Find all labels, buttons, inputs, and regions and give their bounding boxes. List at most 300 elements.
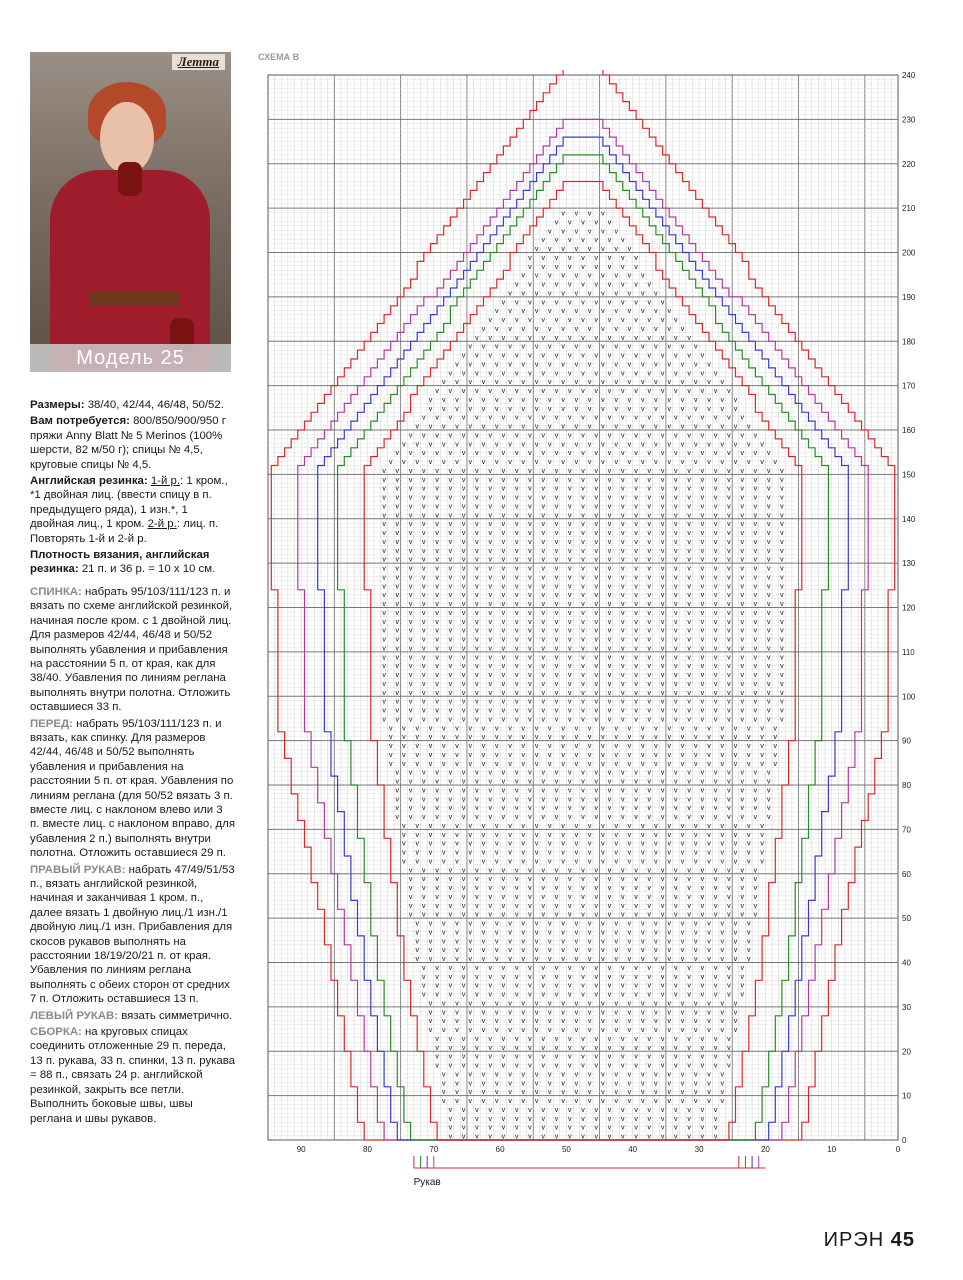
stitch-symbol: v [647,707,652,715]
stitch-symbol: v [733,459,738,467]
row-tick-label: 0 [902,1136,907,1145]
stitch-symbol: v [727,654,731,662]
stitch-symbol: v [567,556,572,564]
stitch-symbol: v [534,831,539,839]
stitch-symbol: v [766,556,771,564]
stitch-symbol: v [481,459,486,467]
stitch-symbol: v [621,1115,625,1123]
stitch-symbol: v [594,778,599,786]
stitch-symbol: v [468,743,473,751]
stitch-symbol: v [475,707,479,715]
stitch-symbol: v [660,787,665,795]
stitch-symbol: v [747,743,751,751]
stitch-symbol: v [448,609,453,617]
stitch-symbol: v [455,734,459,742]
stitch-symbol: v [488,645,492,653]
stitch-symbol: v [594,805,599,813]
stitch-symbol: v [574,379,579,387]
stitch-symbol: v [455,920,459,928]
stitch-symbol: v [455,361,459,369]
stitch-symbol: v [660,1044,665,1052]
stitch-symbol: v [488,530,492,538]
stitch-symbol: v [567,1106,572,1114]
stitch-symbol: v [587,831,592,839]
stitch-symbol: v [766,565,771,573]
stitch-symbol: v [700,911,705,919]
stitch-symbol: v [461,663,466,671]
stitch-symbol: v [727,583,731,591]
stitch-symbol: v [654,1089,658,1097]
stitch-symbol: v [561,725,565,733]
stitch-symbol: v [475,494,479,502]
stitch-symbol: v [594,414,599,422]
stitch-symbol: v [521,1089,526,1097]
stitch-symbol: v [488,450,492,458]
stitch-symbol: v [700,556,705,564]
stitch-symbol: v [601,290,605,298]
stitch-symbol: v [574,743,579,751]
stitch-symbol: v [707,840,711,848]
stitch-symbol: v [594,973,599,981]
stitch-symbol: v [647,521,652,529]
stitch-symbol: v [528,876,532,884]
stitch-symbol: v [713,574,718,582]
stitch-symbol: v [567,565,572,573]
stitch-symbol: v [607,885,612,893]
stitch-symbol: v [760,459,764,467]
stitch-symbol: v [541,485,545,493]
stitch-symbol: v [667,947,671,955]
stitch-symbol: v [514,636,519,644]
stitch-symbol: v [435,565,439,573]
stitch-symbol: v [713,1044,718,1052]
stitch-symbol: v [514,370,519,378]
stitch-symbol: v [514,1106,519,1114]
col-tick-label: 50 [561,1145,571,1154]
stitch-symbol: v [554,902,559,910]
stitch-symbol: v [435,618,439,626]
stitch-symbol: v [607,991,612,999]
stitch-symbol: v [700,814,705,822]
stitch-symbol: v [567,281,572,289]
stitch-symbol: v [693,396,698,404]
schema-title: СХЕМА В [258,52,300,62]
stitch-symbol: v [707,361,711,369]
stitch-symbol: v [435,592,439,600]
stitch-symbol: v [554,707,559,715]
stitch-symbol: v [760,725,764,733]
stitch-symbol: v [554,565,559,573]
stitch-symbol: v [408,805,413,813]
stitch-symbol: v [733,956,738,964]
stitch-symbol: v [395,627,400,635]
stitch-symbol: v [687,876,691,884]
stitch-symbol: v [687,467,691,475]
stitch-symbol: v [740,707,744,715]
stitch-symbol: v [727,1035,731,1043]
stitch-symbol: v [488,334,492,342]
stitch-symbol: v [654,725,658,733]
stitch-symbol: v [634,476,638,484]
stitch-symbol: v [475,432,479,440]
stitch-symbol: v [534,290,539,298]
stitch-symbol: v [740,973,744,981]
stitch-symbol: v [488,1035,492,1043]
stitch-symbol: v [693,938,698,946]
stitch-symbol: v [528,467,532,475]
stitch-symbol: v [640,929,645,937]
stitch-symbol: v [587,308,592,316]
stitch-symbol: v [587,822,592,830]
stitch-symbol: v [501,521,506,529]
stitch-symbol: v [621,1044,625,1052]
stitch-symbol: v [382,485,386,493]
stitch-symbol: v [455,396,459,404]
stitch-symbol: v [435,885,439,893]
stitch-symbol: v [647,618,652,626]
stitch-symbol: v [501,796,506,804]
stitch-symbol: v [514,450,519,458]
stitch-symbol: v [760,840,764,848]
stitch-symbol: v [521,743,526,751]
stitch-symbol: v [687,414,691,422]
stitch-symbol: v [727,1062,731,1070]
stitch-symbol: v [514,521,519,529]
stitch-symbol: v [634,814,638,822]
stitch-symbol: v [614,379,618,387]
stitch-symbol: v [607,521,612,529]
stitch-symbol: v [780,627,784,635]
stitch-symbol: v [415,441,419,449]
stitch-symbol: v [687,982,691,990]
stitch-symbol: v [528,370,532,378]
stitch-symbol: v [501,1106,506,1114]
stitch-symbol: v [660,1106,665,1114]
stitch-symbol: v [607,494,612,502]
stitch-symbol: v [660,485,665,493]
stitch-symbol: v [514,530,519,538]
stitch-symbol: v [382,512,386,520]
stitch-symbol: v [461,432,466,440]
stitch-symbol: v [747,858,751,866]
stitch-symbol: v [481,396,486,404]
stitch-symbol: v [674,601,678,609]
stitch-symbol: v [528,263,532,271]
stitch-symbol: v [488,796,492,804]
stitch-symbol: v [534,441,539,449]
stitch-symbol: v [548,459,552,467]
stitch-symbol: v [495,920,499,928]
stitch-symbol: v [448,814,453,822]
stitch-symbol: v [647,698,652,706]
stitch-symbol: v [601,751,605,759]
stitch-symbol: v [528,964,532,972]
stitch-symbol: v [501,618,506,626]
stitch-symbol: v [687,707,691,715]
stitch-symbol: v [534,459,539,467]
stitch-symbol: v [634,973,638,981]
stitch-symbol: v [541,503,545,511]
stitch-symbol: v [541,1106,545,1114]
stitch-symbol: v [461,503,466,511]
stitch-symbol: v [707,734,711,742]
stitch-symbol: v [607,334,612,342]
stitch-symbol: v [594,521,599,529]
stitch-symbol: v [647,645,652,653]
stitch-symbol: v [674,370,678,378]
stitch-symbol: v [627,308,632,316]
stitch-symbol: v [594,476,599,484]
stitch-symbol: v [634,254,638,262]
stitch-symbol: v [627,938,632,946]
stitch-symbol: v [640,751,645,759]
stitch-symbol: v [660,530,665,538]
stitch-symbol: v [475,476,479,484]
stitch-symbol: v [448,867,453,875]
stitch-symbol: v [521,956,526,964]
stitch-symbol: v [713,867,718,875]
stitch-symbol: v [382,698,386,706]
stitch-symbol: v [541,636,545,644]
stitch-symbol: v [521,379,526,387]
stitch-symbol: v [594,547,599,555]
stitch-symbol: v [667,743,671,751]
stitch-symbol: v [621,565,625,573]
stitch-symbol: v [720,822,725,830]
stitch-symbol: v [475,778,479,786]
stitch-symbol: v [382,601,386,609]
stitch-symbol: v [753,485,758,493]
stitch-symbol: v [727,902,731,910]
stitch-symbol: v [707,1089,711,1097]
stitch-symbol: v [528,885,532,893]
stitch-symbol: v [760,734,764,742]
stitch-symbol: v [647,352,652,360]
stitch-symbol: v [727,627,731,635]
stitch-symbol: v [700,352,705,360]
stitch-symbol: v [647,592,652,600]
stitch-symbol: v [621,769,625,777]
row-tick-label: 170 [902,381,916,391]
stitch-symbol: v [594,485,599,493]
stitch-symbol: v [733,423,738,431]
stitch-symbol: v [435,627,439,635]
stitch-symbol: v [780,503,784,511]
stitch-symbol: v [455,1071,459,1079]
stitch-symbol: v [647,1106,652,1114]
stitch-symbol: v [488,1106,492,1114]
stitch-symbol: v [674,1044,678,1052]
stitch-symbol: v [481,920,486,928]
stitch-symbol: v [567,1115,572,1123]
stitch-symbol: v [640,1071,645,1079]
stitch-symbol: v [687,787,691,795]
stitch-symbol: v [720,396,725,404]
stitch-symbol: v [488,680,492,688]
stitch-symbol: v [422,689,426,697]
stitch-symbol: v [528,476,532,484]
stitch-symbol: v [528,902,532,910]
stitch-symbol: v [693,361,698,369]
stitch-symbol: v [402,760,406,768]
stitch-symbol: v [534,734,539,742]
stitch-symbol: v [594,574,599,582]
stitch-symbol: v [422,618,426,626]
stitch-symbol: v [415,840,419,848]
stitch-symbol: v [395,636,400,644]
col-tick-label: 0 [895,1145,901,1154]
stitch-symbol: v [713,530,718,538]
stitch-symbol: v [528,636,532,644]
stitch-symbol: v [481,1000,486,1008]
stitch-symbol: v [534,1000,539,1008]
stitch-symbol: v [654,849,658,857]
right-sleeve-text: набрать 47/49/51/53 п., вязать английской резинкой, начиная и заканчивая 1 кром. п., далее вязать 1 двойную лиц./1 изн./1 двойную лиц./1 изн. Прибавления для скосов рукавов выполнять на расстоянии 18/19/20/21 п. от края. Убавления по линиям реглана выполнять с обеих сторон от средних 7 п. Отложить оставшиеся 13 п. [30,863,235,1006]
model-label: Модель 25 [30,344,231,372]
stitch-symbol: v [687,893,691,901]
stitch-symbol: v [640,920,645,928]
stitch-symbol: v [581,565,585,573]
stitch-symbol: v [448,663,453,671]
stitch-symbol: v [408,796,413,804]
stitch-symbol: v [435,494,439,502]
stitch-symbol: v [422,601,426,609]
stitch-symbol: v [501,1035,506,1043]
stitch-symbol: v [574,246,579,254]
stitch-symbol: v [607,317,612,325]
stitch-symbol: v [461,769,466,777]
stitch-symbol: v [621,645,625,653]
stitch-symbol: v [720,1089,725,1097]
stitch-symbol: v [753,530,758,538]
stitch-symbol: v [674,885,678,893]
stitch-symbol: v [528,867,532,875]
stitch-symbol: v [554,654,559,662]
stitch-symbol: v [707,760,711,768]
stitch-symbol: v [760,849,764,857]
stitch-symbol: v [680,920,685,928]
stitch-symbol: v [594,769,599,777]
stitch-symbol: v [753,521,758,529]
stitch-symbol: v [621,556,625,564]
stitch-symbol: v [634,414,638,422]
stitch-symbol: v [707,743,711,751]
stitch-symbol: v [428,831,433,839]
stitch-symbol: v [501,689,506,697]
stitch-symbol: v [753,672,758,680]
stitch-symbol: v [614,246,618,254]
stitch-symbol: v [713,1035,718,1043]
stitch-symbol: v [667,379,671,387]
stitch-symbol: v [647,370,652,378]
stitch-symbol: v [441,929,446,937]
stitch-symbol: v [541,538,545,546]
stitch-symbol: v [640,947,645,955]
stitch-symbol: v [727,885,731,893]
stitch-symbol: v [614,1071,618,1079]
stitch-symbol: v [561,947,565,955]
stitch-symbol: v [614,308,618,316]
stitch-symbol: v [693,1009,698,1017]
stitch-symbol: v [621,911,625,919]
stitch-symbol: v [581,317,585,325]
stitch-symbol: v [581,964,585,972]
stitch-symbol: v [441,725,446,733]
stitch-symbol: v [448,796,453,804]
stitch-symbol: v [475,769,479,777]
stitch-symbol: v [693,849,698,857]
stitch-symbol: v [667,840,671,848]
stitch-symbol: v [581,902,585,910]
stitch-symbol: v [481,423,486,431]
stitch-symbol: v [567,538,572,546]
stitch-symbol: v [607,281,612,289]
stitch-symbol: v [395,476,400,484]
stitch-symbol: v [534,308,539,316]
stitch-symbol: v [680,1080,685,1088]
stitch-symbol: v [660,601,665,609]
stitch-symbol: v [501,867,506,875]
stitch-symbol: v [601,343,605,351]
stitch-symbol: v [548,1009,552,1017]
stitch-symbol: v [740,467,744,475]
stitch-symbol: v [408,814,413,822]
stitch-symbol: v [455,760,459,768]
stitch-symbol: v [435,601,439,609]
stitch-symbol: v [780,680,784,688]
stitch-symbol: v [415,858,419,866]
stitch-symbol: v [475,1133,479,1141]
stitch-symbol: v [554,964,559,972]
stitch-symbol: v [541,1115,545,1123]
stitch-symbol: v [541,618,545,626]
stitch-symbol: v [674,902,678,910]
stitch-symbol: v [687,769,691,777]
row-tick-label: 240 [902,71,916,80]
stitch-symbol: v [780,636,784,644]
stitch-symbol: v [448,1053,453,1061]
stitch-symbol: v [766,796,771,804]
row-tick-label: 140 [902,514,916,524]
stitch-symbol: v [667,1089,671,1097]
stitch-symbol: v [601,210,605,218]
stitch-symbol: v [488,512,492,520]
stitch-symbol: v [435,787,439,795]
stitch-symbol: v [713,538,718,546]
stitch-symbol: v [674,414,678,422]
stitch-symbol: v [475,867,479,875]
stitch-symbol: v [488,636,492,644]
stitch-symbol: v [607,547,612,555]
stitch-symbol: v [607,583,612,591]
stitch-symbol: v [428,405,433,413]
stitch-symbol: v [607,1053,612,1061]
stitch-symbol: v [422,467,426,475]
stitch-symbol: v [561,441,565,449]
stitch-symbol: v [700,680,705,688]
col-tick-label: 30 [694,1145,704,1154]
stitch-symbol: v [607,299,612,307]
stitch-symbol: v [382,618,386,626]
stitch-symbol: v [581,547,585,555]
stitch-symbol: v [534,751,539,759]
stitch-symbol: v [733,743,738,751]
stitch-symbol: v [528,973,532,981]
stitch-symbol: v [554,876,559,884]
page-footer [824,1229,915,1252]
stitch-symbol: v [461,698,466,706]
stitch-symbol: v [428,441,433,449]
